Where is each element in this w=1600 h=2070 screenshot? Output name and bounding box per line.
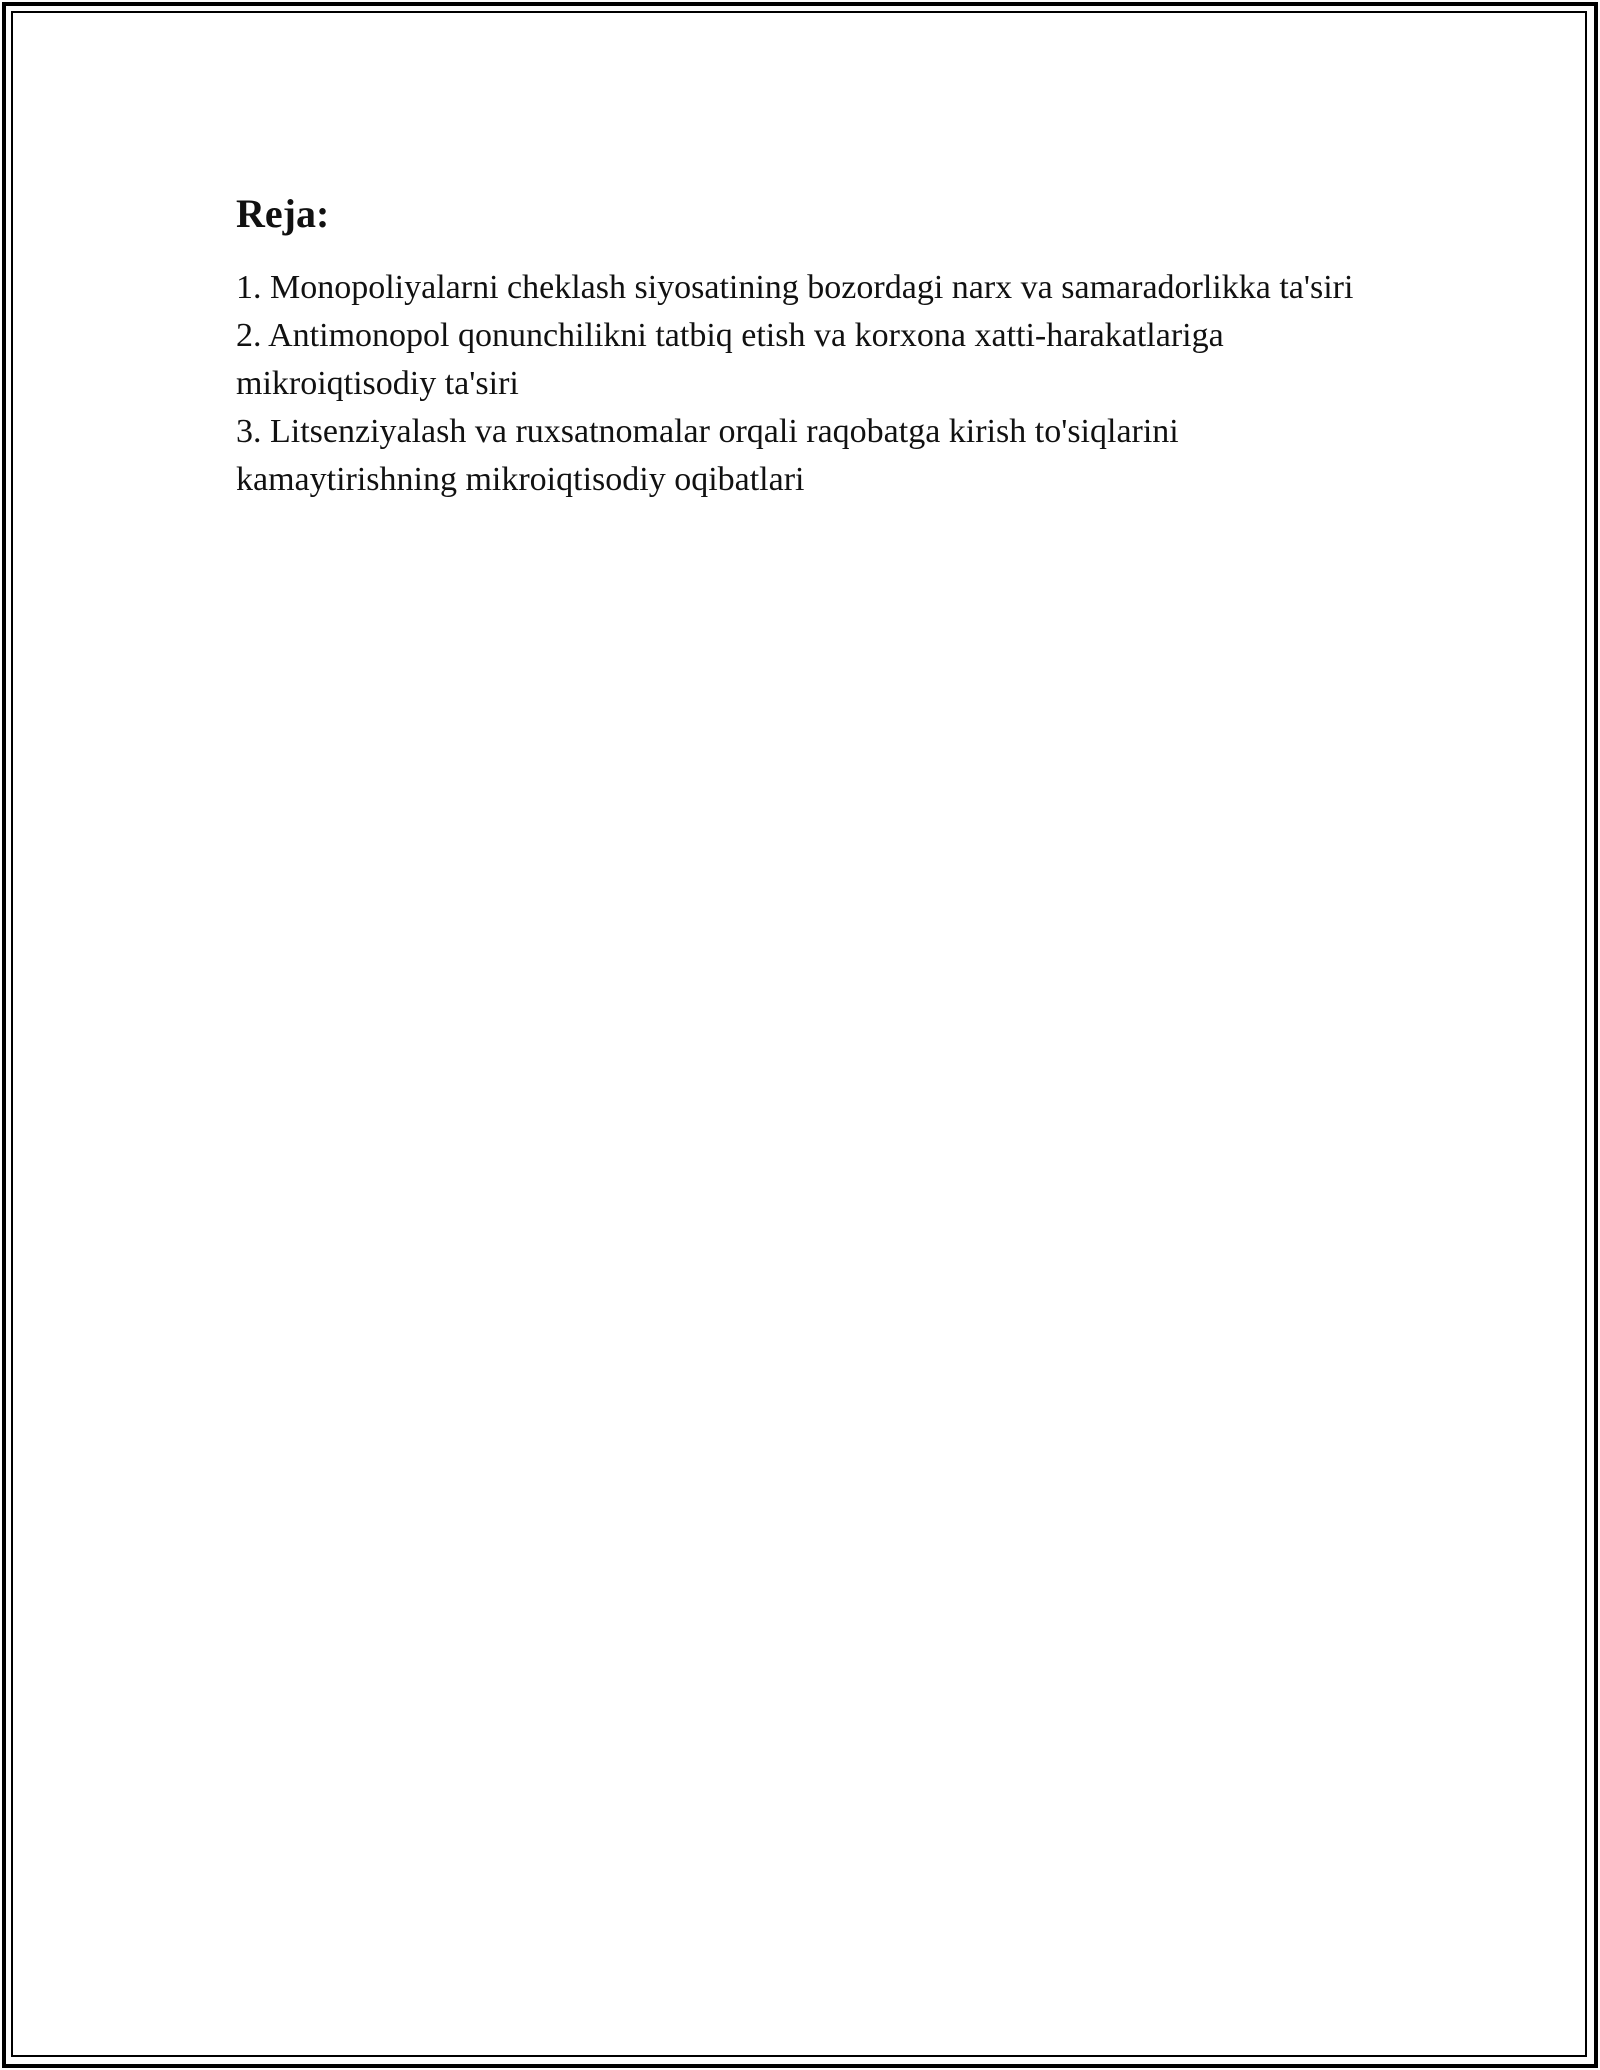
plan-title: Reja:: [236, 191, 330, 236]
plan-item-1: 1. Monopoliyalarni cheklash siyosatining bozordagi narx va samaradorlikka ta'siri: [236, 269, 1354, 306]
plan-item-3: 3. Litsenziyalash va ruxsatnomalar orqali raqobatga kirish to'siqlarini kamaytirishning mikroiqtisodiy oqibatlari: [236, 413, 1179, 498]
page-content: [236, 186, 1376, 504]
plan-list: [236, 264, 1376, 504]
plan-item-2: 2. Antimonopol qonunchilikni tatbiq etish va korxona xatti-harakatlariga mikroiqtisodiy ta'siri: [236, 317, 1224, 402]
